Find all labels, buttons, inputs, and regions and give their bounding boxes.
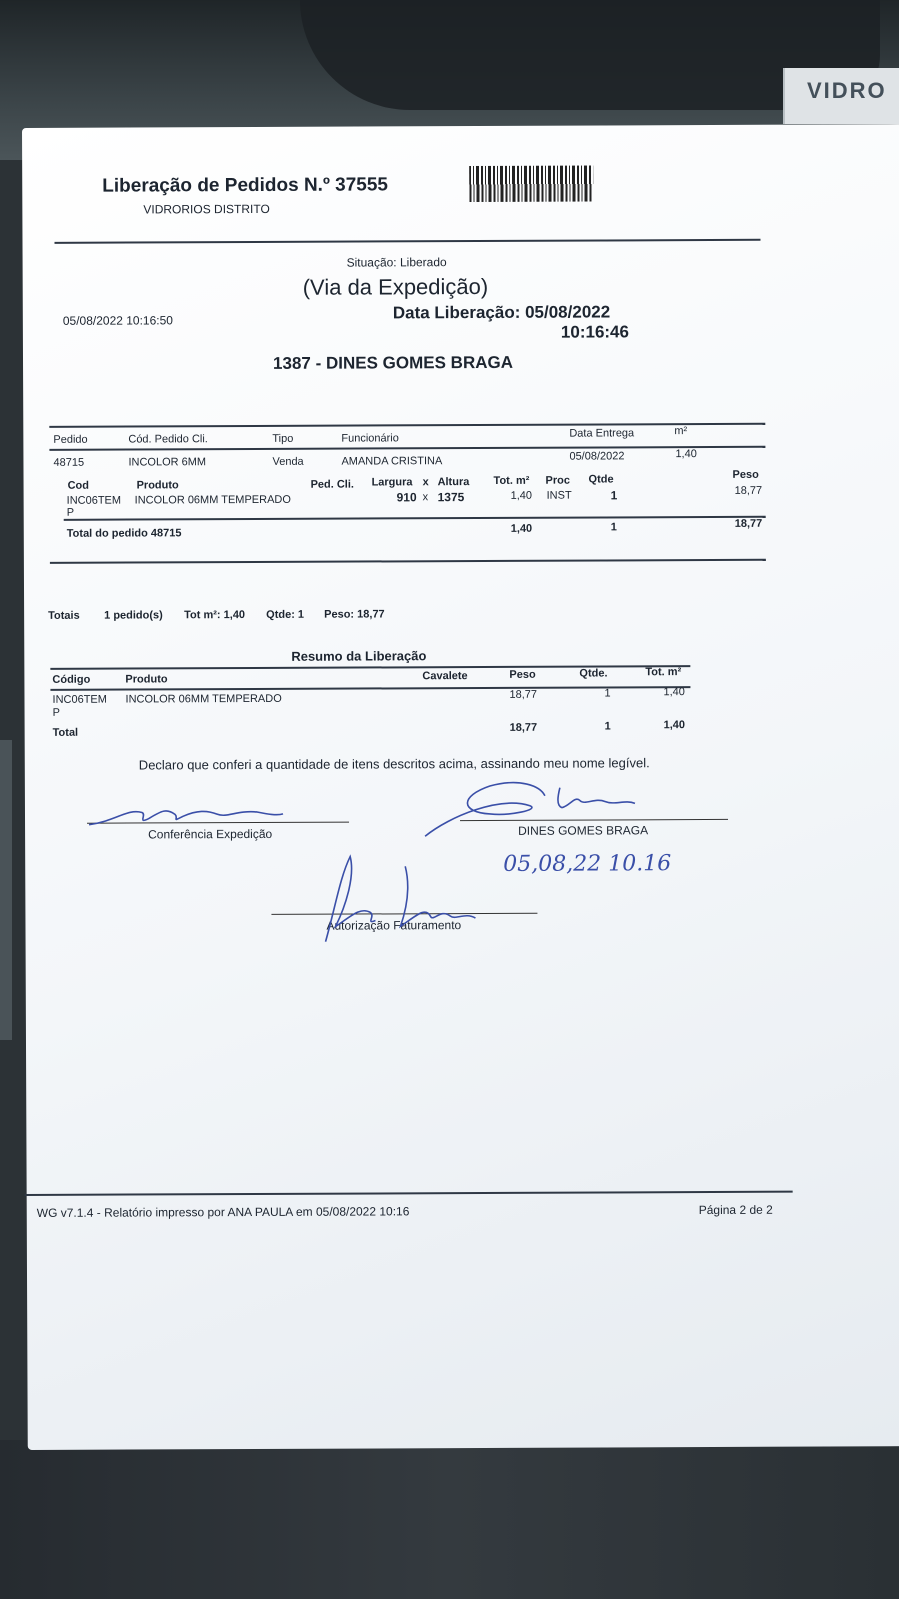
data-liberacao-time: 10:16:46 xyxy=(560,322,629,342)
resumo-total-label: Total xyxy=(52,726,79,739)
item-col-tot-m2: Tot. m² xyxy=(493,474,530,487)
footer-page-number: Página 2 de 2 xyxy=(698,1202,773,1218)
item-qtde: 1 xyxy=(610,488,618,503)
item-col-produto: Produto xyxy=(136,479,179,492)
item-cod-wrap: P xyxy=(66,506,75,519)
order-tipo: Venda xyxy=(272,455,304,468)
footer-printed-by: WG v7.1.4 - Relatório impresso por ANA PAULA em 05/08/2022 10:16 xyxy=(36,1204,410,1220)
document-title: Liberação de Pedidos N.º 37555 xyxy=(102,174,389,197)
col-tipo: Tipo xyxy=(272,432,294,445)
order-cod-pedido-cli: INCOLOR 6MM xyxy=(128,456,207,469)
background-card-text: VIDRO xyxy=(807,78,887,103)
item-col-largura: Largura xyxy=(371,476,413,489)
col-pedido: Pedido xyxy=(53,433,88,446)
footer-rule xyxy=(25,1191,793,1196)
order-pedido: 48715 xyxy=(53,456,85,469)
total-pedido-qtde: 1 xyxy=(610,521,617,534)
totais-tot-m2: Tot m²: 1,40 xyxy=(184,609,246,622)
autorizacao-signature-scribble xyxy=(315,846,515,947)
item-produto: INCOLOR 06MM TEMPERADO xyxy=(134,493,291,507)
company-name: VIDRORIOS DISTRITO xyxy=(143,201,270,217)
order-m2: 1,40 xyxy=(675,448,697,461)
order-table-bottom-rule xyxy=(50,559,766,564)
resumo-col-cavalete: Cavalete xyxy=(422,670,468,683)
document-page xyxy=(22,124,899,1450)
item-col-peso: Peso xyxy=(732,468,759,481)
barcode xyxy=(469,166,593,203)
conferencia-label: Conferência Expedição xyxy=(148,826,273,842)
totais-qtde: Qtde: 1 xyxy=(266,608,305,621)
resumo-codigo-wrap: P xyxy=(52,706,60,719)
total-pedido-m2: 1,40 xyxy=(510,522,533,535)
background-left-edge xyxy=(0,740,12,1040)
via-expedicao: (Via da Expedição) xyxy=(302,273,489,300)
resumo-tot-m2: 1,40 xyxy=(663,686,685,699)
col-data-entrega: Data Entrega xyxy=(569,427,635,440)
totais-peso: Peso: 18,77 xyxy=(324,608,385,621)
order-funcionario: AMANDA CRISTINA xyxy=(341,455,443,468)
resumo-total-m2: 1,40 xyxy=(663,719,686,732)
client-signature-scribble xyxy=(420,775,660,856)
resumo-produto: INCOLOR 06MM TEMPERADO xyxy=(125,692,282,706)
item-cod: INC06TEM xyxy=(66,494,122,507)
item-col-proc: Proc xyxy=(545,474,571,487)
totais-pedidos: 1 pedido(s) xyxy=(104,609,163,622)
resumo-header-rule xyxy=(50,686,690,691)
item-peso: 18,77 xyxy=(734,484,763,497)
item-tot-m2: 1,40 xyxy=(510,489,533,502)
resumo-qtde: 1 xyxy=(604,687,611,700)
situacao: Situação: Liberado xyxy=(346,255,447,270)
resumo-col-tot-m2: Tot. m² xyxy=(645,666,682,679)
resumo-total-qtde: 1 xyxy=(604,720,611,733)
total-pedido-label: Total do pedido 48715 xyxy=(66,527,182,540)
header-divider xyxy=(54,239,760,244)
order-header-rule xyxy=(49,446,765,451)
item-col-cod: Cod xyxy=(67,479,89,492)
item-col-x: x xyxy=(422,476,429,489)
order-table-top-rule xyxy=(49,423,765,428)
background-bottom xyxy=(0,1440,899,1599)
client-name: 1387 - DINES GOMES BRAGA xyxy=(272,352,514,373)
total-pedido-peso: 18,77 xyxy=(734,517,763,530)
data-liberacao: Data Liberação: 05/08/2022 xyxy=(392,302,611,323)
item-altura: 1375 xyxy=(437,490,465,505)
resumo-codigo: INC06TEM xyxy=(52,693,107,706)
totais-label: Totais xyxy=(48,609,80,622)
order-data-entrega: 05/08/2022 xyxy=(569,450,625,463)
col-m2: m² xyxy=(674,425,688,438)
resumo-col-peso: Peso xyxy=(509,668,536,681)
declaration-text: Declaro que conferi a quantidade de itens descritos acima, assinando meu nome legível. xyxy=(138,755,650,773)
col-cod-pedido-cli: Cód. Pedido Cli. xyxy=(128,433,208,446)
item-col-qtde: Qtde xyxy=(588,473,614,486)
item-col-ped-cli: Ped. Cli. xyxy=(310,478,354,491)
resumo-col-qtde: Qtde. xyxy=(579,667,608,680)
autorizacao-label: Autorização Faturamento xyxy=(326,918,462,933)
conferencia-signature-scribble xyxy=(87,802,287,833)
col-funcionario: Funcionário xyxy=(341,432,399,445)
item-col-altura: Altura xyxy=(437,476,470,489)
handwritten-date: 05,08,22 10.16 xyxy=(503,851,672,877)
resumo-col-produto: Produto xyxy=(125,673,168,686)
item-largura: 910 xyxy=(396,490,417,505)
item-total-rule xyxy=(64,516,766,521)
resumo-peso: 18,77 xyxy=(509,688,538,701)
resumo-col-codigo: Código xyxy=(52,673,91,686)
item-proc: INST xyxy=(546,489,572,502)
client-signature-name: DINES GOMES BRAGA xyxy=(518,823,649,838)
print-datetime: 05/08/2022 10:16:50 xyxy=(62,313,173,328)
resumo-total-peso: 18,77 xyxy=(509,721,538,734)
background-card xyxy=(783,68,899,124)
resumo-title: Resumo da Liberação xyxy=(291,648,427,664)
item-x: x xyxy=(422,491,429,504)
